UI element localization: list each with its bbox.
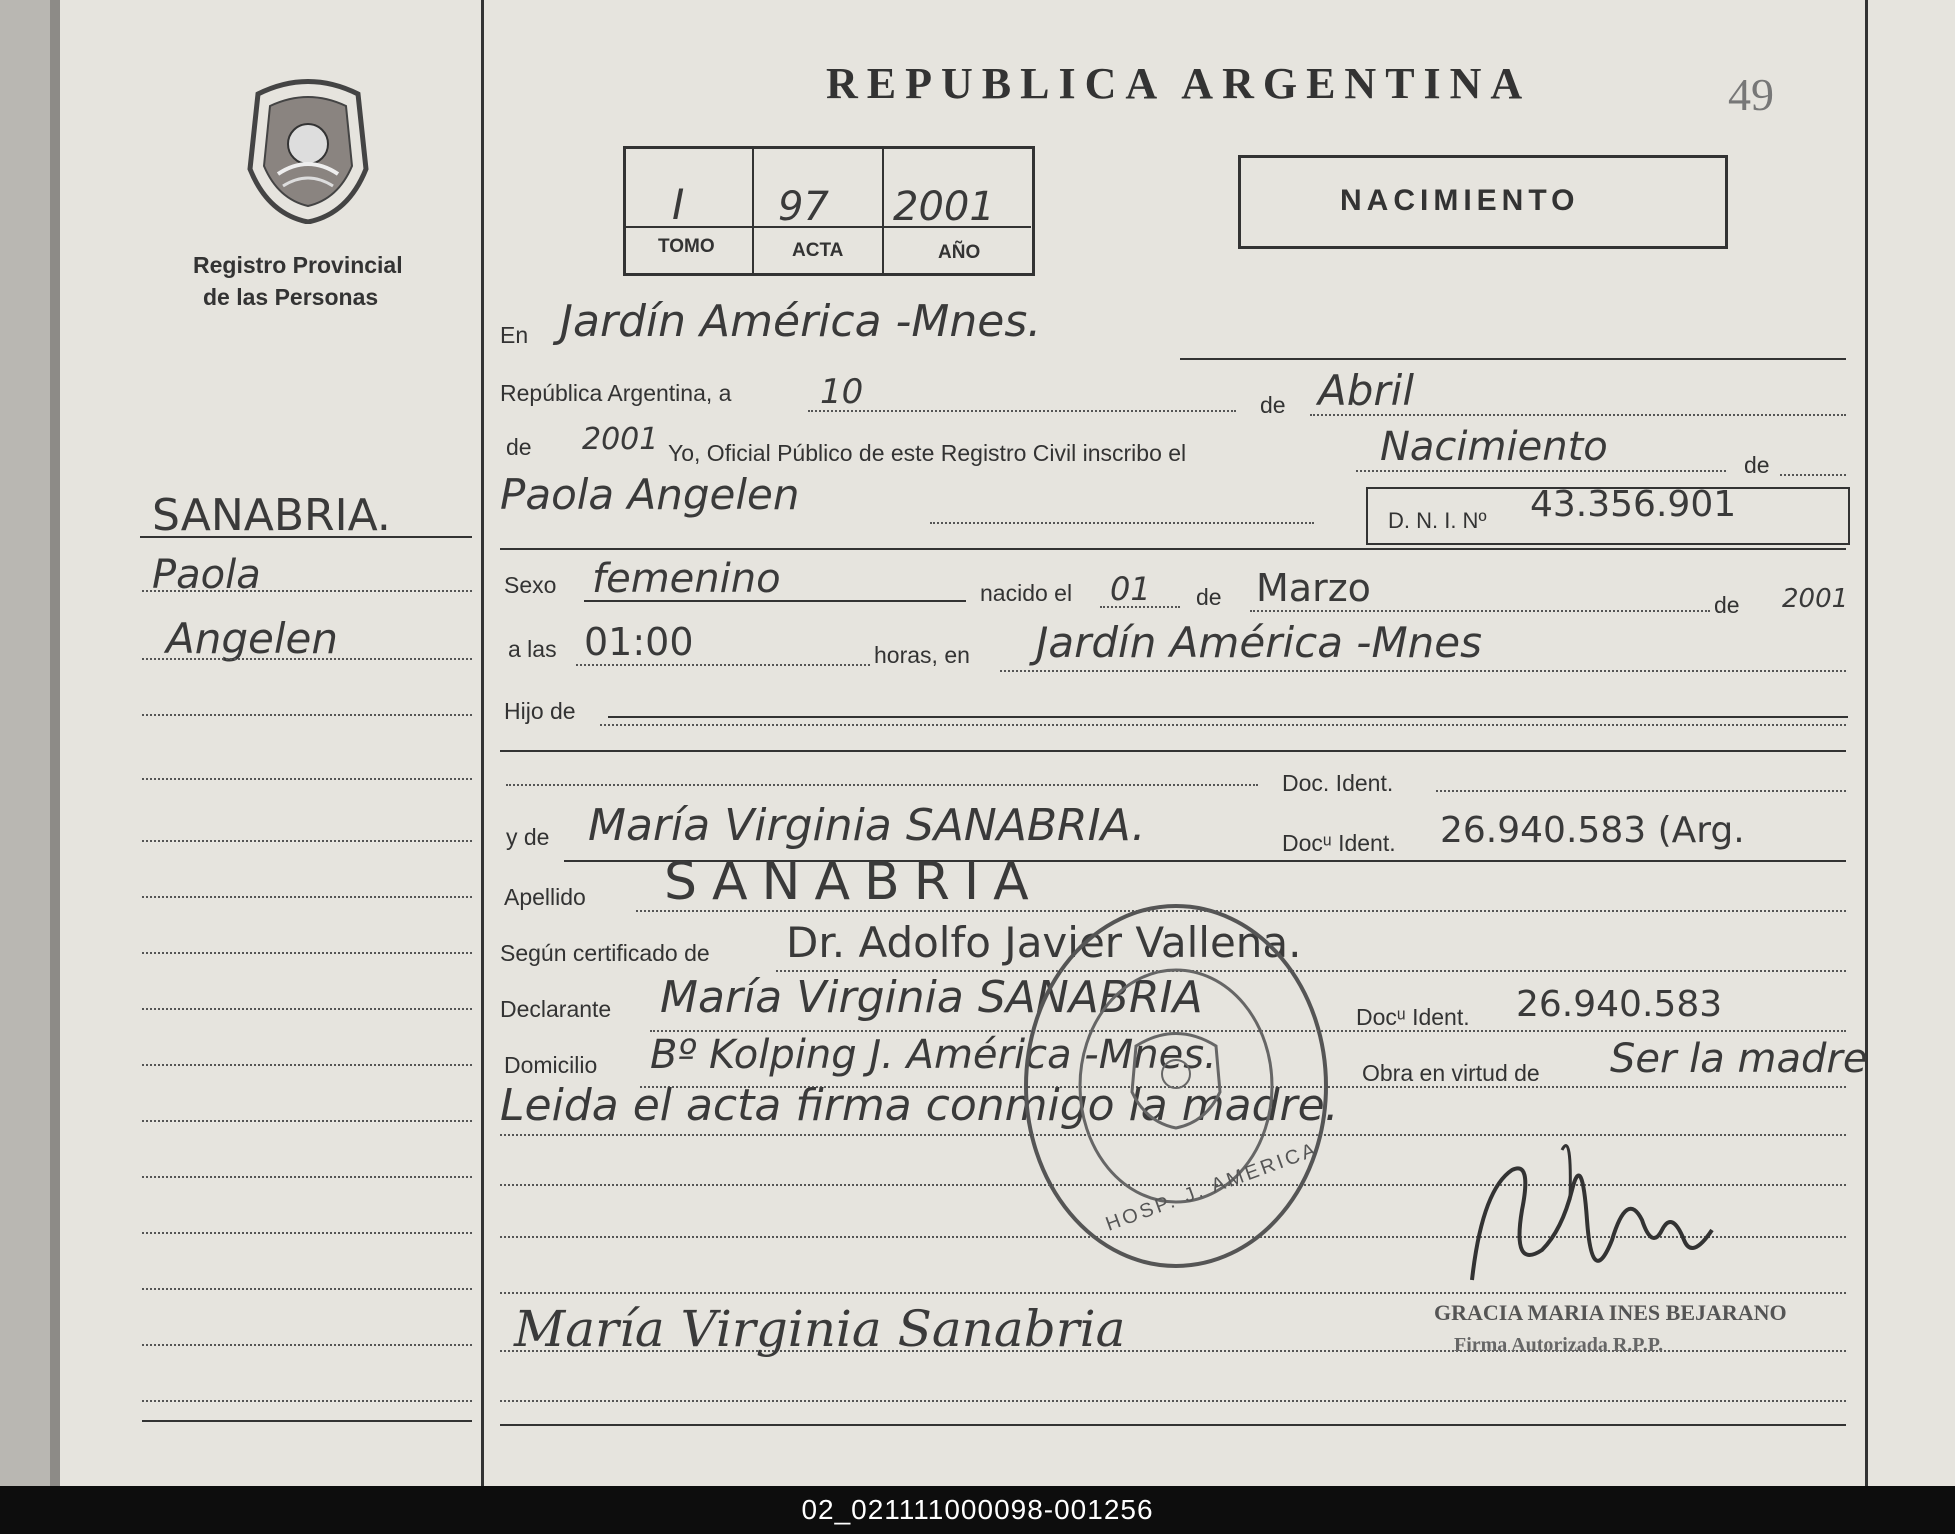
sexo-value: femenino [592,556,781,602]
margin-divider [481,0,484,1486]
image-code-footer: 02_021111000098-001256 [0,1486,1955,1534]
right-border [1865,0,1868,1486]
month-value: Abril [1318,366,1414,415]
section-separator-1 [500,548,1846,550]
de2-label: de [506,434,532,460]
margin-line [142,590,472,592]
dni-label: D. N. I. Nº [1388,508,1487,533]
nacido-day: 01 [1110,570,1151,608]
obra-value: Ser la madre [1610,1036,1868,1082]
section-separator-2 [500,750,1846,752]
declarante-doc: 26.940.583 [1516,984,1723,1025]
month-line [1310,414,1846,416]
margin-line [142,1008,472,1010]
republica-label: República Argentina, a [500,380,732,406]
margin-line [142,658,472,660]
leida-value: Leida el acta firma conmigo la madre. [500,1080,1339,1131]
de3-label: de [1744,452,1770,478]
de-label: de [1260,392,1286,418]
province-seal-emblem [238,74,378,224]
yo-label: Yo, Oficial Público de este Registro Civil inscribo el [668,440,1187,466]
obra-label: Obra en virtud de [1362,1060,1540,1086]
anio-label: AÑO [938,242,981,263]
margin-second-name: Angelen [166,614,338,663]
dni-value: 43.356.901 [1530,484,1737,525]
madre-doc-value: 26.940.583 (Arg. [1440,810,1745,851]
name-line [930,522,1314,524]
margin-line [142,1120,472,1122]
doc-ident2-label: Docᵘ Ident. [1282,830,1396,856]
hora-value: 01:00 [584,620,694,664]
domicilio-label: Domicilio [504,1052,598,1078]
nacido-month: Marzo [1256,566,1371,610]
doc-ident-label: Doc. Ident. [1282,770,1394,796]
en-value: Jardín América -Mnes. [560,296,1042,347]
a-las-label: a las [508,636,557,662]
en-label: En [500,322,529,348]
nacido-year: 2001 [1782,584,1849,614]
form-bottom-line [500,1424,1846,1426]
acta-label: ACTA [792,240,844,261]
day-value: 10 [820,372,864,412]
margin-surname: SANABRIA. [152,490,391,541]
stamp-inner-text: HOSP. J. AMERICA [1102,1138,1322,1236]
declarante-value: María Virginia SANABRIA [660,972,1203,1023]
sexo-label: Sexo [504,572,557,598]
certificado-value: Dr. Adolfo Javier Vallena. [786,918,1302,967]
registry-name-line2: de las Personas [203,284,379,310]
record-box-col3 [882,146,884,273]
record-box-col2 [752,146,754,273]
margin-line [142,714,472,716]
official-role: Firma Autorizada R.P.P. [1454,1334,1664,1356]
official-signature [1452,1130,1732,1320]
margin-line [142,1344,472,1346]
hora-line [576,664,870,666]
registry-name-line1: Registro Provincial [193,252,403,278]
official-name: GRACIA MARIA INES BEJARANO [1434,1300,1787,1325]
page-binding-shadow [50,0,60,1486]
certificado-label: Según certificado de [500,940,710,966]
margin-line-1 [140,536,472,538]
domicilio-value: Bº Kolping J. América -Mnes. [650,1032,1217,1078]
lugar-line [1000,670,1846,672]
nacido-label: nacido el [980,580,1073,606]
hijo-label: Hijo de [504,698,576,724]
father-doc-value-line [1436,790,1846,792]
father-doc-line [506,784,1258,786]
de5-label: de [1714,592,1740,618]
declarante-label: Declarante [500,996,612,1022]
margin-line [142,952,472,954]
acta-value: 97 [778,184,829,230]
nacido-month-line [1250,610,1710,612]
margin-first-name: Paola [152,552,261,598]
tomo-label: TOMO [658,236,715,257]
page-number: 49 [1728,69,1774,120]
margin-line [142,1288,472,1290]
name-value: Paola Angelen [500,470,800,519]
en-line [1180,358,1846,360]
madre-value: María Virginia SANABRIA. [588,800,1146,851]
margin-line [142,1232,472,1234]
apellido-label: Apellido [504,884,586,910]
de4-label: de [1196,584,1222,610]
horas-label: horas, en [874,642,970,668]
y-de-label: y de [506,824,550,850]
margin-line [142,1400,472,1402]
apellido-value: SANABRIA [664,852,1043,912]
margin-line [142,778,472,780]
margin-line [142,1176,472,1178]
tomo-value: I [672,180,685,229]
hijo-line [608,716,1848,718]
inscribe-value: Nacimiento [1380,424,1608,470]
hijo-dots [600,724,1846,726]
sexo-line [584,600,966,602]
margin-line [142,896,472,898]
anio-value: 2001 [893,184,995,230]
de3-line [1780,474,1846,476]
lugar-value: Jardín América -Mnes [1036,618,1483,667]
margin-bottom-line [142,1420,472,1422]
year-value: 2001 [582,422,659,457]
day-line [808,410,1236,412]
doc-ident3-label: Docᵘ Ident. [1356,1004,1470,1030]
nacido-day-line [1100,606,1180,608]
blank-line [500,1400,1846,1402]
declarante-signature: María Virginia Sanabria [514,1300,1126,1358]
inscribe-line [1356,470,1726,472]
page-title: REPUBLICA ARGENTINA [826,59,1532,108]
record-type-label: NACIMIENTO [1340,184,1580,217]
margin-line [142,840,472,842]
margin-line [142,1064,472,1066]
